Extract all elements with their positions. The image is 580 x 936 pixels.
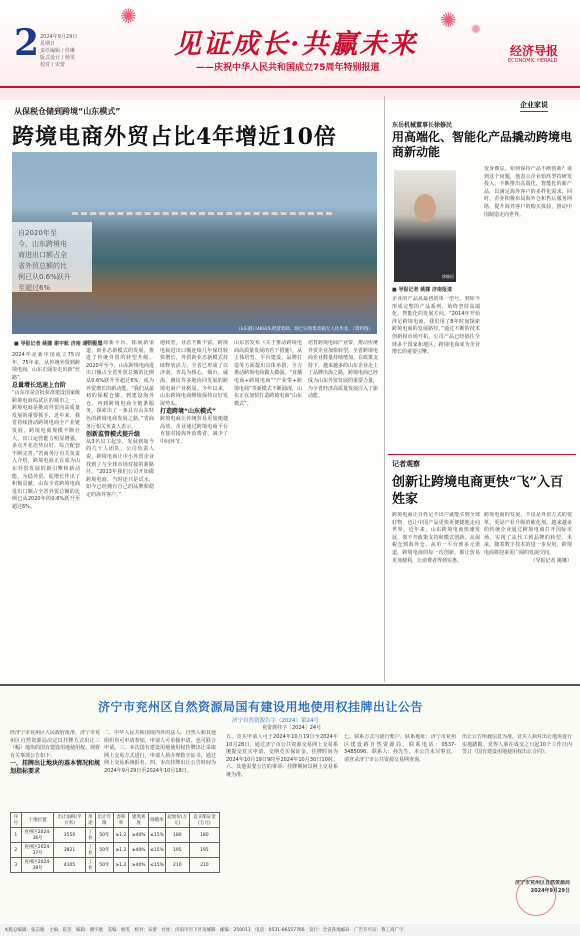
table-cell: 3550 <box>54 828 85 843</box>
right-top-headline: 用高端化、智能化产品撬动跨境电商新动能 <box>392 130 573 159</box>
notice-subtitle: 济宁自然资源告字（2024）第24号 <box>232 718 319 724</box>
column-text: 从3名员工起步，发展到如今的几十人团队，公司负责人说，跨境电商让中小外贸企业找到了与全球市场对接的新路径。“2013年我们公司开始做跨境电商，当时还只是试水，如今已经拥有自己的品牌和稳定的海外客户。” <box>86 438 154 498</box>
meta-line: 版式设计 / 杨雯 <box>40 55 75 61</box>
section-name: 经济导报 <box>510 44 559 58</box>
crane-row <box>72 212 332 252</box>
firework-decoration: ✺ <box>440 8 457 32</box>
table-cell: 2 <box>11 843 22 858</box>
column-subheading: 总量增长迅速上台阶 <box>12 382 67 390</box>
table-cell: 工业 <box>85 858 96 873</box>
port-photo <box>12 152 377 334</box>
land-parcel-table <box>10 812 220 873</box>
table-row <box>11 828 220 843</box>
section-name-en: ECONOMIC HERALD <box>508 58 558 64</box>
overlay-line: 商进出口额占全 <box>18 251 67 259</box>
overlay-line: 自2020年至 <box>18 229 57 237</box>
table-cell: ≥40% <box>129 828 149 843</box>
column-divider <box>384 96 385 682</box>
table-header: 竞买保证金(万元) <box>189 813 219 828</box>
table-cell: ≥40% <box>129 843 149 858</box>
table-cell: 195 <box>189 843 219 858</box>
main-kicker: 从保税仓储到跨境“山东模式” <box>14 107 121 116</box>
table-header: 建筑密度 <box>129 813 149 828</box>
table-cell: 兖州区2024-37号 <box>21 843 54 858</box>
table-cell: ≤15% <box>149 828 166 843</box>
page-footer: 本版总编辑：张志敏 主编：崔杰 编辑：谢宇航 美编：杨雯 校对：宋蕾 社址：济南市历下区泉城路 邮编：250011 电话：0531-86557766 发行：全省各地邮局 广告许可证：鲁工商广字 <box>0 924 580 936</box>
section-tag-observer: 记者观察 <box>392 460 420 468</box>
table-cell: ≥1.2 <box>113 828 129 843</box>
notice-column-4 <box>344 734 456 920</box>
table-header: 序号 <box>11 813 22 828</box>
main-column-4 <box>234 340 302 682</box>
table-cell: 1 <box>11 828 22 843</box>
column-text: 跨境电商让传统贸易更加便捷高效，企业通过跨境电商平台直接对接海外消费者，减少了中间环节。 <box>160 415 228 445</box>
column-text: “山东市是首批获准建设国家级跨境电商综试区的城市之一，跨境电商是推动外贸向高质量发展的重要抓手。近年来，我省持续推动跨境电商全产业链发展，跨境电商规模不断壮大，出口运营能力明显增强，多点开花态势良好，综合配套不断完善。”省商务厅有关负责人介绍，跨境电商正在成为山东外贸发展的新引擎和新动能，为稳外贸、促增长作出了积极贡献。山东全省跨境电商进出口额占全省外贸总额的比例已从2020年的0.6%跃升至超过6%。 <box>12 389 80 510</box>
table-cell: 工业 <box>85 828 96 843</box>
meta-line: 星期日 <box>40 41 56 47</box>
page-number: 2 <box>14 22 40 64</box>
column-subheading: 一、挂牌出让地块的基本情况和规划指标要求 <box>10 760 100 775</box>
meta-line: 校对 / 宋蕾 <box>40 62 65 68</box>
right-top-kicker: 东岳机械董事长徐修民 <box>392 122 453 129</box>
column-subheading: 创新监管模式提升级 <box>86 431 141 439</box>
notice-column-3 <box>226 734 338 920</box>
right-bottom-column-1 <box>392 512 480 682</box>
table-cell: ≤15% <box>149 858 166 873</box>
table-cell: 50年 <box>96 828 113 843</box>
column-text: 变身叠层，如何保持产品不断创新？谈到这个问题，他表示企业始终坚持研发投入，不断推出高端化、智能化的新产品，以满足海外客户的多样化需求。同时，企业积极布局海外仓和售后服务网络，提升海外客户的购买体验，推动中国制造走向世界。 <box>484 166 572 218</box>
table-cell: 兖州区2024-38号 <box>21 858 54 873</box>
table-cell: 180 <box>165 828 189 843</box>
overlay-line: 至超过6% <box>18 284 51 292</box>
column-text: 2024年是新中国成立75周年，75年来，从传统外贸到跨境电商，山东正阔步走出新“丝路”。 <box>12 352 80 381</box>
column-text: 培育跨境电商产业带，推动传统外贸企业加快转型，全省跨境电商企业数量持续增加。在政策支持下，越来越多的山东企业走上了品牌出海之路，跨境电商已经成为山东外贸发展的重要力量，为全省经济高质量发展注入了新动能。 <box>308 340 378 400</box>
table-row <box>11 843 220 858</box>
notice-column-1 <box>10 730 100 812</box>
table-header: 起始价(万元) <box>165 813 189 828</box>
table-header-row <box>11 813 220 828</box>
table-header: 用途 <box>85 813 96 828</box>
section-rule <box>388 454 576 455</box>
notice-signature <box>470 880 570 900</box>
table-header: 出让年限 <box>96 813 113 828</box>
overlay-line: 省外贸总额的比 <box>18 262 67 270</box>
table-header: 绿地率 <box>149 813 166 828</box>
notice-title: 济宁市兖州区自然资源局国有建设用地使用权挂牌出让公告 <box>98 700 424 714</box>
column-text: 七、联系方式与银行账户。联系地址：济宁市兖州区建设路自然资源局。联系电话：0537-3485096。联系人：孙先生。本公告未尽事宜，请登录济宁市公共资源交易网查询。 <box>344 734 456 763</box>
main-column-2 <box>86 340 154 682</box>
right-top-byline: ■ 导报记者 姚娜 济南报道 <box>392 287 452 293</box>
table-cell: 180 <box>189 828 219 843</box>
firework-decoration: ✹ <box>470 22 482 38</box>
column-text: 跨境电商的发展，不仅是外贸方式的变革，更是产业升级的催化剂。越来越多的传统企业通过跨境电商打开国际市场，实现了从代工到品牌的转型。未来，随着数字技术的进一步应用，跨境电商将迎来更广阔的发展空间。 <box>484 512 572 556</box>
table-cell: 50年 <box>96 843 113 858</box>
table-cell: ≥40% <box>129 858 149 873</box>
column-text: 山东省发布《关于推动跨境电商高质量发展的若干措施》，从主体培育、平台建设、品牌打造等方面提出具体举措，全力推动跨境电商做大做强。“直播电商+跨境电商”“产业带+跨境电商”等新模式不断涌现，山东正在加快打造跨境电商“山东模式”。 <box>234 340 302 407</box>
meta-line: 2024年9月29日 <box>40 34 78 40</box>
table-cell: ≥1.2 <box>113 858 129 873</box>
table-cell: 50年 <box>96 858 113 873</box>
column-text: 跨境电商新平台、拓展新渠道、新业态新模式的发展，推进了传统外贸的转型升级。2020年至今，山东跨境电商进出口额占全省外贸总额的比例从0.6%跃升至超过6%，成为外贸增长的新动能。“我们从最初的保税仓储，到建设海外仓，再到跨境电商全链条服务，探索出了一条具有山东特色的跨境电商发展之路。”省商务厅相关负责人表示。 <box>86 340 154 430</box>
table-cell: 210 <box>189 858 219 873</box>
signature-date: 2024年9月29日 <box>530 887 570 894</box>
table-cell: 195 <box>165 843 189 858</box>
column-text: 企业的产品从最初的单一型号，到如今形成完整的产品系列，始终坚持高端化、智能化的发展方向。“2014年开始涉足跨境电商，我们用了8年时间探索跨境电商的发展路径。”通过不断的技术创新和市场开拓，公司产品已经销往全球多个国家和地区，跨境电商成为企业增长的重要引擎。 <box>392 296 480 356</box>
masthead-rule <box>0 86 580 88</box>
section-tag-entrepreneur: 企业家说 <box>520 100 548 112</box>
signature-org: 济宁市兖州区自然资源局 <box>514 880 570 886</box>
column-text: 地转型，业态不断丰富。跨境电商进出口额连续几年保持较快增长，外贸新业态新模式持续释放活力。全省已形成了以济南、青岛为核心，烟台、威海、潍坊等多地协同发展的跨境电商产业格局。今年以来，山东跨境电商继续保持良好发展势头。 <box>160 340 228 407</box>
main-column-5 <box>308 340 378 682</box>
main-byline: ■ 导报记者 姚娜 谢宇航 济南 通讯报道 <box>14 341 103 347</box>
anniversary-subtitle: ——庆祝中华人民共和国成立75周年特别报道 <box>196 63 380 73</box>
meta-line: 责任编辑 / 侯琳 <box>40 48 75 54</box>
table-header: 容积率 <box>113 813 129 828</box>
table-header: 出让面积(平方米) <box>54 813 85 828</box>
column-text: 五、竞买申请人可于2024年10月19日至2024年10月28日，通过济宁市公共资源交易网上交易系统提交竞买申请，交纳竞买保证金。挂牌时间为2024年10月19日9时至2024年10月30日10时。六、其他需要公告的事项：挂牌期间以网上交易系统为准。 <box>226 734 338 778</box>
right-top-column-2 <box>462 166 572 448</box>
column-text: 经济宁市兖州区人民政府批准，济宁市兖州区自然资源局决定以挂牌方式出让三（幅）地块的国有建设用地使用权。现将有关事项公告如下： <box>10 730 100 759</box>
column-text: 二、中华人民共和国境内外的法人、自然人和其他组织均可申请参加，申请人可单独申请，也可联合申请。三、本次国有建设用地使用权挂牌出让采取网上交易方式进行，申请人须办理数字证书，通过网上交易系统报名。四、本次挂牌出让公告时间为2024年9月29日至2024年10月18日。 <box>104 730 216 774</box>
column-text: 跨境电商让百姓足不出户就能买到全球好物，也让中国产品更快更便捷地走向世界。近年来，山东跨境电商快速发展，离不开政策支持和模式创新。从保税仓到海外仓，从单一平台到多元渠道，跨境电商的每一次创新，都让贸易更加便利，让消费者得到实惠。 <box>392 512 480 564</box>
right-bottom-column-2 <box>484 512 572 682</box>
firework-decoration: ✺ <box>120 4 137 28</box>
notice-column-2 <box>104 730 216 810</box>
main-headline: 跨境电商外贸占比4年增近10倍 <box>12 124 337 150</box>
column-subheading: 打造跨境“山东模式” <box>160 408 216 416</box>
notice-column-5 <box>462 734 572 874</box>
portrait-label: 徐修民 <box>442 274 454 279</box>
photo-overlay-text <box>12 222 92 292</box>
table-cell: 兖州区2024-36号 <box>21 828 54 843</box>
table-cell: 4105 <box>54 858 85 873</box>
overlay-line: 今，山东跨境电 <box>18 240 67 248</box>
table-cell: ≤15% <box>149 843 166 858</box>
masthead-meta <box>40 34 77 69</box>
main-column-3 <box>160 340 228 682</box>
entrepreneur-portrait <box>394 170 456 282</box>
table-cell: ≥1.2 <box>113 843 129 858</box>
table-cell: 3 <box>11 858 22 873</box>
masthead <box>0 0 580 100</box>
overlay-line: 例已从0.6%跃升 <box>18 273 71 281</box>
main-column-1 <box>12 352 80 682</box>
table-header: 土地位置 <box>21 813 54 828</box>
notice-number: 兖资规挂字［2024］24号 <box>262 725 322 731</box>
right-bottom-byline: （导报记者 姚娜） <box>530 557 572 564</box>
table-cell: 210 <box>165 858 189 873</box>
portrait-face <box>414 194 436 222</box>
column-text: 出让公告所载信息为准，竞买人须对出让地块进行实地踏勘。竞得人须在成交之日起10个工作日内签订《国有建设用地使用权出让合同》。 <box>462 734 572 756</box>
table-row <box>11 858 220 873</box>
right-bottom-headline: 创新让跨境电商更快“飞”入百姓家 <box>392 475 563 507</box>
photo-caption: 山东港口4K码头智慧装卸，现已实现集装箱无人化作业。（资料图） <box>238 327 373 332</box>
table-cell: 3821 <box>54 843 85 858</box>
table-cell: 工业 <box>85 843 96 858</box>
anniversary-slogan: 见证成长·共赢未来 <box>174 29 418 60</box>
